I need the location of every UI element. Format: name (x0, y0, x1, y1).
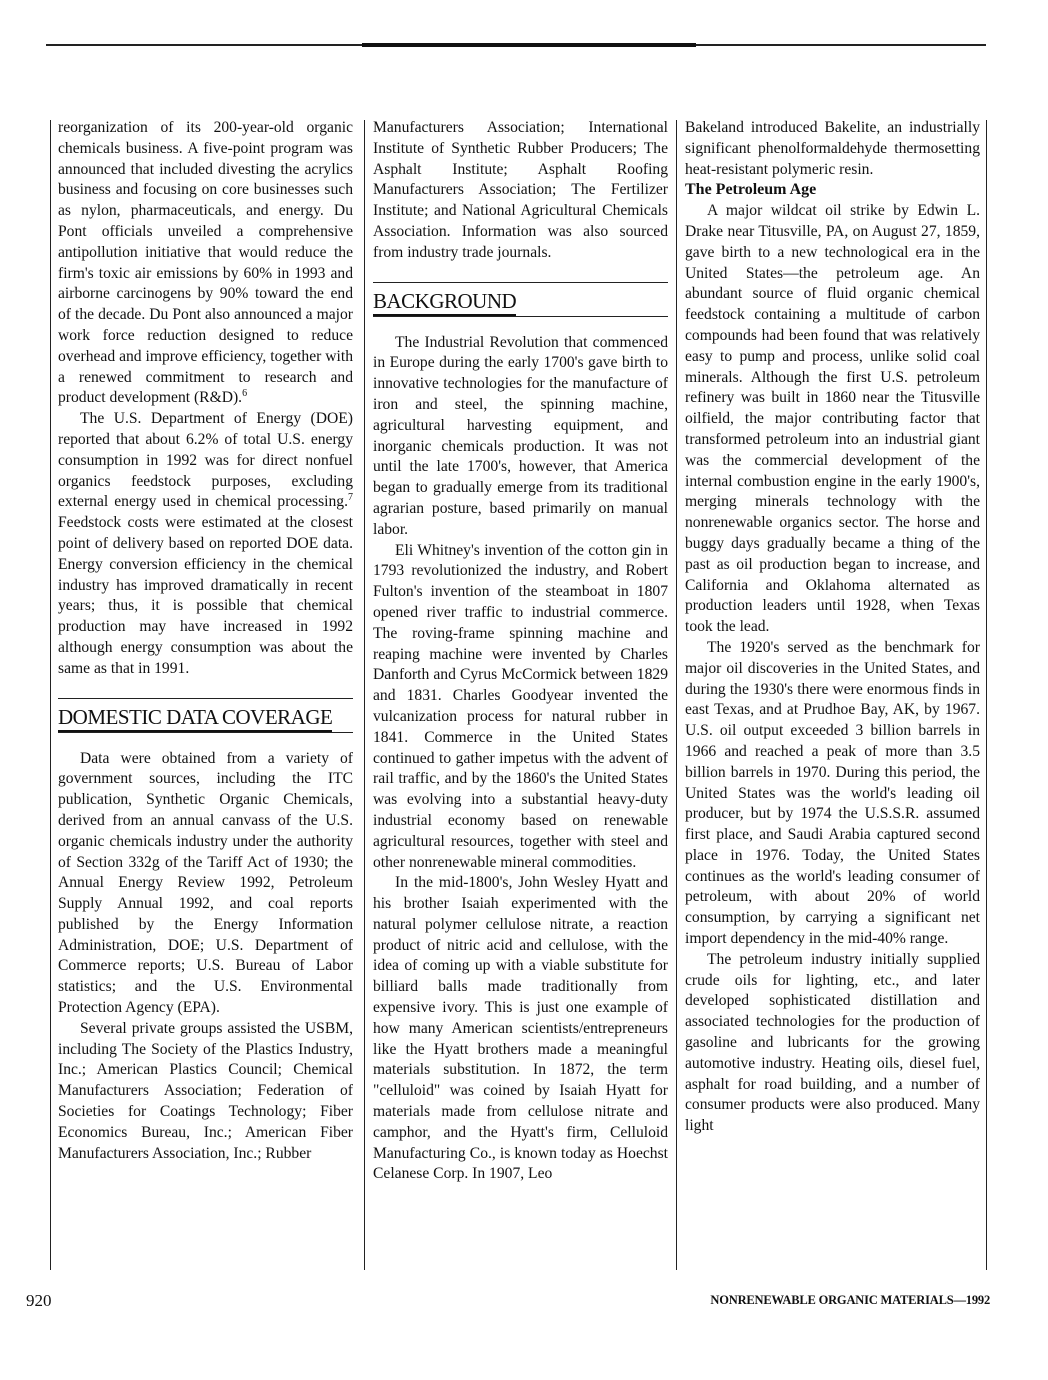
paragraph: Several private groups assisted the USBM, including The Society of the Plastics Industry, Inc.; American Plastics Council; Chemical Manufacturers Association; Federation of Societies for Coatings Technology; Fiber Economics Bureau, Inc.; American Fiber Manufacturers Association, Inc.; Rubber (58, 1019, 353, 1162)
paragraph-text: The U.S. Department of Energy (DOE) reported that about 6.2% of total U.S. energy consumption in 1992 was for direct nonfuel organics feedstock purposes, excluding external energy used in chemical processing. (58, 410, 353, 511)
column-rule-right (986, 120, 987, 1270)
paragraph: Bakeland introduced Bakelite, an industrially significant phenolformaldehyde thermosetting heat-resistant polymeric resin. (685, 119, 980, 178)
column-rule-1 (364, 120, 365, 1270)
footnote-ref: 6 (242, 388, 248, 400)
column-1 (58, 118, 353, 1164)
paragraph: In the mid-1800's, John Wesley Hyatt and his brother Isaiah experimented with the natural polymer cellulose nitrate, a reaction product of nitric acid and cellulose, with the idea of coming up with a viable substitute for billiard balls made traditionally from expensive ivory. This is just one example of how many American scientists/entrepreneurs like the Hyatt brothers made a meaningful materials substitution. In 1872, the term "celluloid" was coined by Isaiah Hyatt for materials made from cellulose nitrate and camphor, and the Hyatt's firm, Celluloid Manufacturing Co., is known today as Hoechst Celanese Corp. In 1907, Leo (373, 874, 668, 1183)
paragraph: A major wildcat oil strike by Edwin L. Drake near Titusville, PA, on August 27, 1859, gave birth to a new technological era in the United States—the petroleum age. An abundant source of fluid organic chemical feedstock containing a multitude of carbon compounds had been found that was relatively easy to pump and process, unlike solid coal minerals. Although the first U.S. petroleum refinery was built in 1860 near the Titusville oilfield, the major contributing factor that transformed petroleum into an industrial giant was the commercial development of the internal combustion engine in the early 1900's, merging minerals technology with the nonrenewable organics sector. The horse and buggy days gradually became a thing of the past as oil production began to increase, and California and Oklahoma alternated as production leaders until 1928, when Texas took the lead. (685, 202, 980, 636)
paragraph-text: reorganization of its 200-year-old organic chemicals business. A five-point program was announced that included divesting the acrylics business and focusing on core businesses such as nylon, pharmaceuticals, and energy. Du Pont officials unveiled a comprehensive antipollution initiative that would reduce the firm's toxic air emissions by 60% in 1993 and airborne carcinogens by 90% toward the end of the decade. Du Pont also announced a major work force reduction designed to reduce overhead and improve efficiency, together with a renewed commitment to research and product development (R&D). (58, 119, 353, 407)
section-heading (58, 698, 353, 733)
paragraph (58, 118, 353, 409)
column-3 (685, 118, 980, 1137)
paragraph: The 1920's served as the benchmark for major oil discoveries in the United States, and during the 1930's there were enormous finds in east Texas, and at Prudhoe Bay, AK, by 1967. U.S. oil output exceeded 3 billion barrels in 1966 and reached a peak of more than 3.5 billion barrels in 1970. During this period, the United States was the world's leading oil producer, but by 1974 the U.S.S.R. assumed first place, and Saudi Arabia captured second place in 1976. Today, the United States continues as the world's leading consumer of petroleum, with about 20% of world consumption, by carrying a significant net import dependency in the mid-40% range. (685, 638, 980, 948)
subheading: The Petroleum Age (685, 181, 817, 199)
column-rule-2 (676, 120, 677, 1270)
section-heading-text: BACKGROUND (373, 289, 516, 316)
paragraph: The petroleum industry initially supplied crude oils for lighting, etc., and later developed sophisticated distillation and associated technologies for the production of gasoline and lubricants for the growing automotive industry. Heating oils, diesel fuel, asphalt for road building, and a number of consumer products were also produced. Many light (685, 950, 980, 1135)
paragraph: Manufacturers Association; International Institute of Synthetic Rubber Producers; The Asphalt Institute; Asphalt Roofing Manufacturers Association; The Fertilizer Institute; and National Agricultural Chemicals Association. Information was also sourced from industry trade journals. (373, 119, 668, 261)
footnote-ref: 7 (348, 492, 353, 504)
column-2 (373, 118, 668, 1185)
section-heading (373, 282, 668, 317)
paragraph: The Industrial Revolution that commenced in Europe during the early 1700's gave birth to innovative technologies for the manufacture of iron and steel, the spinning machine, agricultural harvesting equipment, and inorganic chemicals production. It was not until the late 1700's, however, that America began to gradually emerge from its traditional agrarian posture, based primarily on manual labor. (373, 333, 668, 538)
paragraph: Eli Whitney's invention of the cotton gin in 1793 revolutionized the industry, and Robert Fulton's invention of the steamboat in 1807 opened river traffic to industrial commerce. The roving-frame spinning machine and reaping machine were invented by Charles Danforth and Cyrus McCormick between 1829 and 1831. Charles Goodyear invented the vulcanization process for natural rubber in 1841. Commerce in the United States continued to gather impetus with the advent of rail traffic, and by the 1860's the United States was evolving into a substantial heavy-duty industrial economy based on renewable agricultural resources, together with steel and other nonrenewable mineral commodities. (373, 541, 668, 871)
header-rule-accent (362, 43, 696, 47)
paragraph-text: Feedstock costs were estimated at the closest point of delivery based on reported DOE data. Energy conversion efficiency in the chemical industry has improved dramatically in recent years; thus, it is possible that chemical production may have increased in 1992 although energy consumption was about the same as that in 1991. (58, 514, 353, 677)
section-heading-text: DOMESTIC DATA COVERAGE (58, 705, 332, 732)
paragraph: Data were obtained from a variety of government sources, including the ITC publication, Synthetic Organic Chemicals, derived from an annual canvass of the U.S. organic chemicals industry under the authority of Section 332g of the Tariff Act of 1930; the Annual Energy Review 1992, Petroleum Supply Annual 1992, and coal reports published by the Energy Information Administration, DOE; U.S. Department of Commerce reports; U.S. Bureau of Labor statistics; and the U.S. Environmental Protection Agency (EPA). (58, 749, 353, 1017)
page-number: 920 (26, 1291, 52, 1310)
running-footer: NONRENEWABLE ORGANIC MATERIALS—1992 (710, 1293, 990, 1307)
column-rule-left (50, 120, 51, 1270)
paragraph (58, 409, 353, 679)
